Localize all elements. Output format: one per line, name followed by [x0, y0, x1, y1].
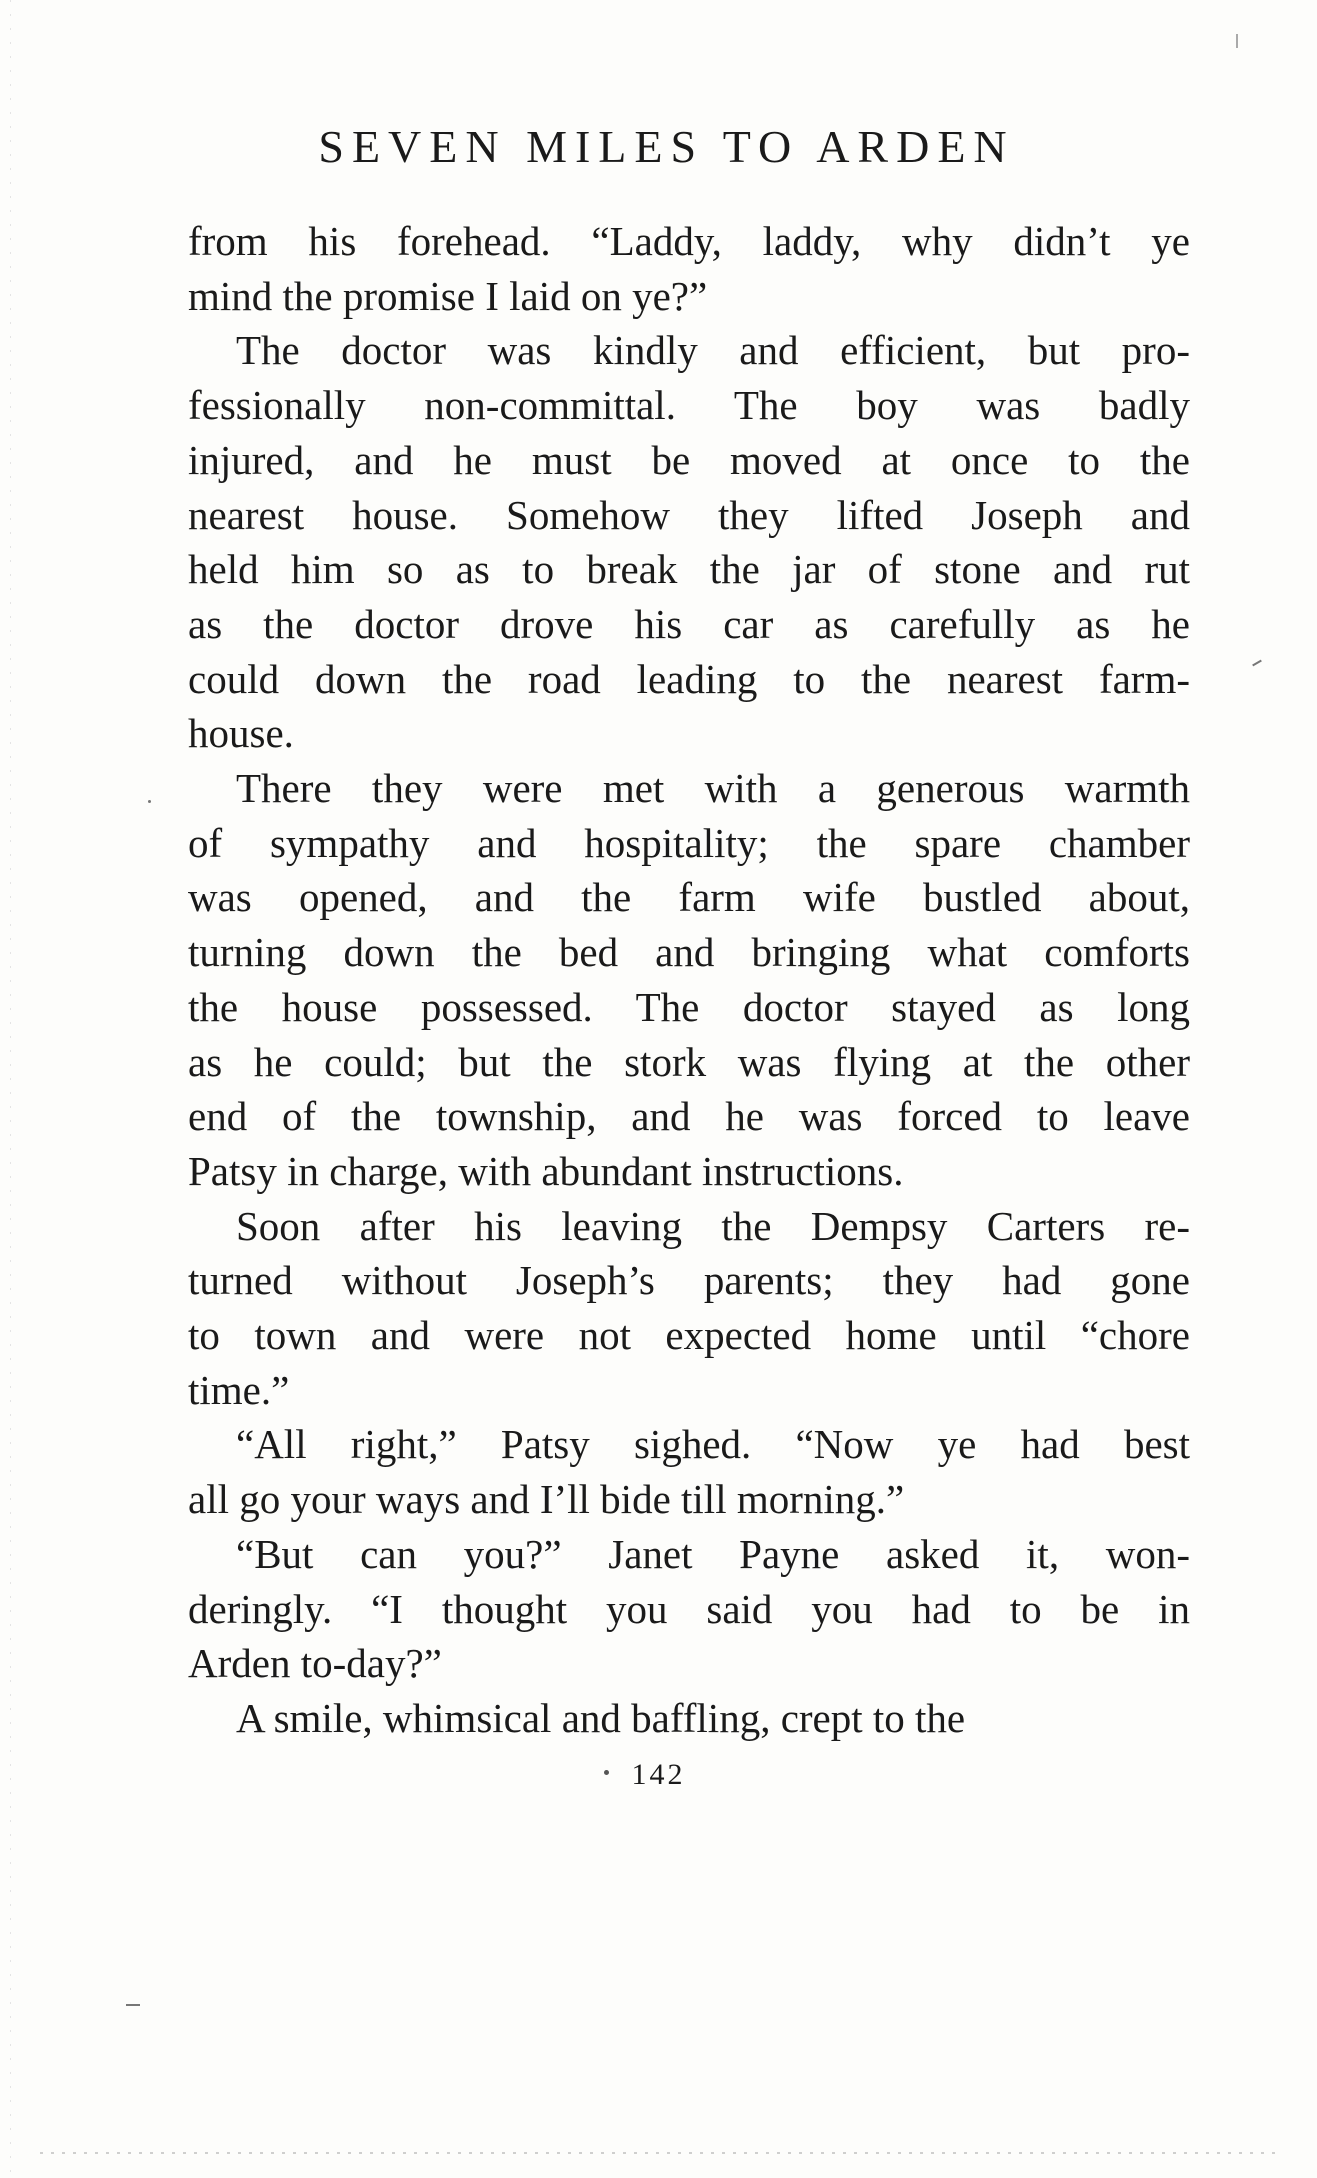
- text-line: injured, and he must be moved at once to the: [188, 436, 1190, 483]
- scan-speck: [1236, 34, 1238, 48]
- text-line: could down the road leading to the nearest farm-: [188, 655, 1190, 702]
- text-line: end of the township, and he was forced to leave: [188, 1093, 1190, 1140]
- paragraph: [188, 1199, 1190, 1418]
- text-line: from his forehead. “Laddy, laddy, why didn’t ye: [188, 218, 1190, 264]
- text-line: to town and were not expected home until “chore: [188, 1312, 1190, 1359]
- text-line: house.: [188, 710, 294, 757]
- scan-speck: [126, 2004, 140, 2006]
- text-line: Patsy in charge, with abundant instructions.: [188, 1147, 904, 1194]
- paragraph: [188, 1527, 1190, 1691]
- paragraph: [188, 214, 1190, 323]
- text-line: the house possessed. The doctor stayed as long: [188, 983, 1190, 1030]
- text-line: as he could; but the stork was flying at the other: [188, 1038, 1190, 1085]
- text-line: as the doctor drove his car as carefully as he: [188, 600, 1190, 647]
- body-text: [188, 214, 1190, 1746]
- scan-gutter-shadow: [10, 0, 11, 2178]
- text-line: held him so as to break the jar of stone and rut: [188, 546, 1190, 593]
- text-line: time.”: [188, 1366, 290, 1413]
- page-number: 142: [631, 1758, 686, 1791]
- text-line: Arden to-day?”: [188, 1640, 442, 1687]
- text-line: There they were met with a generous warmth: [236, 765, 1190, 812]
- text-line: A smile, whimsical and baffling, crept to the: [236, 1694, 966, 1741]
- text-line: all go your ways and I’ll bide till morning.”: [188, 1476, 905, 1523]
- text-line: of sympathy and hospitality; the spare chamber: [188, 819, 1190, 866]
- text-line: nearest house. Somehow they lifted Joseph and: [188, 491, 1190, 538]
- scan-bottom-edge: [40, 2152, 1280, 2154]
- paragraph: [188, 1691, 1190, 1746]
- text-line: mind the promise I laid on ye?”: [188, 272, 708, 319]
- text-line: was opened, and the farm wife bustled about,: [188, 874, 1190, 921]
- text-line: deringly. “I thought you said you had to be in: [188, 1585, 1190, 1632]
- text-line: fessionally non-committal. The boy was badly: [188, 382, 1190, 429]
- text-line: “All right,” Patsy sighed. “Now ye had best: [236, 1421, 1190, 1468]
- text-line: Soon after his leaving the Dempsy Carters re-: [236, 1202, 1190, 1249]
- scan-speck: [1252, 660, 1262, 667]
- running-head: SEVEN MILES TO ARDEN: [318, 121, 1015, 172]
- paragraph: [188, 323, 1190, 761]
- scan-speck: [148, 800, 151, 803]
- text-line: The doctor was kindly and efficient, but pro-: [236, 327, 1190, 374]
- paragraph: [188, 761, 1190, 1199]
- text-line: turned without Joseph’s parents; they had gone: [188, 1257, 1190, 1304]
- text-line: “But can you?” Janet Payne asked it, won-: [236, 1530, 1190, 1577]
- text-line: turning down the bed and bringing what comforts: [188, 929, 1190, 976]
- paragraph: [188, 1417, 1190, 1526]
